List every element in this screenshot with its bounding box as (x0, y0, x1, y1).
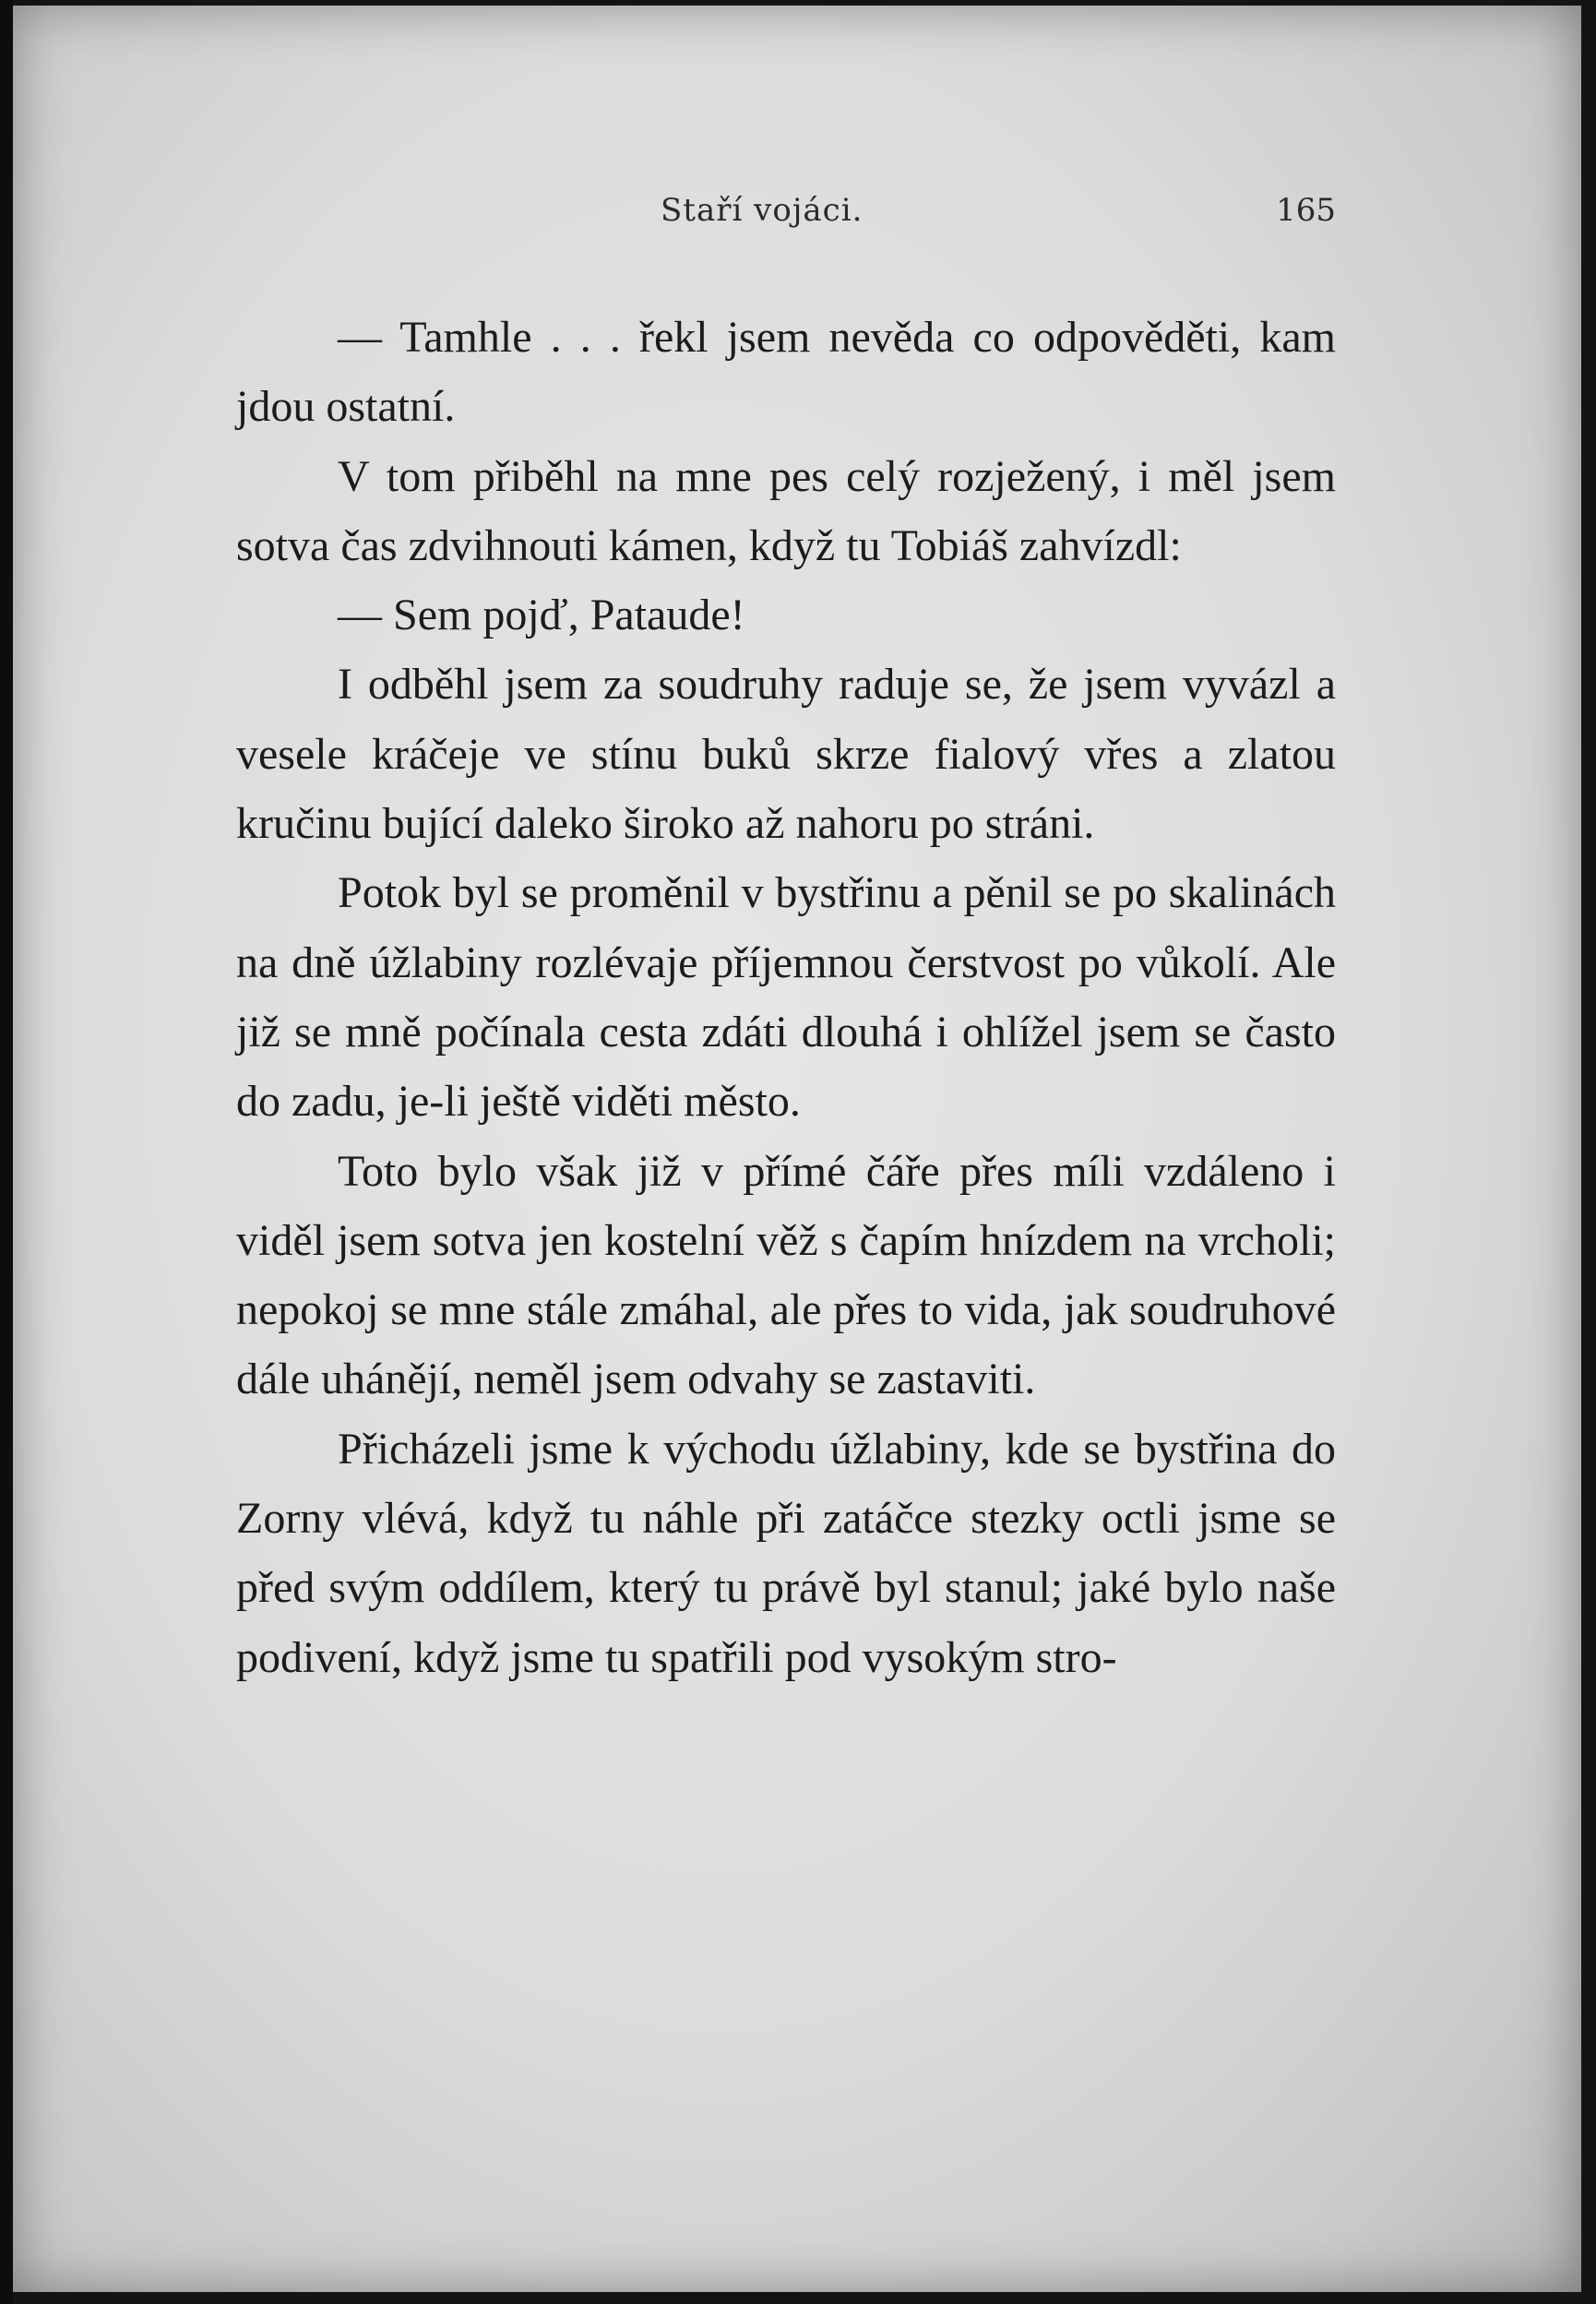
body-text (236, 303, 1336, 1692)
paragraph: Potok byl se proměnil v bystřinu a pěnil se po skalinách na dně úžlabiny rozlévaje příjemnou čerstvost po vůkolí. Ale již se mně počínala cesta zdáti dlouhá i ohlížel jsem se často do zadu, je-li ještě viděti město. (236, 868, 1336, 1127)
paragraph: — Tamhle . . . řekl jsem nevěda co odpověděti, kam jdou ostatní. (236, 313, 1336, 432)
scan-left-border (0, 0, 13, 2304)
paragraph: Toto bylo však již v přímé čáře přes míli vzdáleno i viděl jsem sotva jen kostelní věž s čapím hnízdem na vrcholi; nepokoj se mne stále zmáhal, ale přes to vida, jak soudruhové dále uhánějí, neměl jsem odvahy se zastaviti. (236, 1146, 1336, 1404)
paragraph: Přicházeli jsme k východu úžlabiny, kde se bystřina do Zorny vlévá, když tu náhle při zatáčce stezky octli jsme se před svým oddílem, který tu právě byl stanul; jaké bylo naše podivení, když jsme tu spatřili pod vysokým stro- (236, 1424, 1336, 1682)
running-title: Staří vojáci. (661, 192, 864, 229)
paragraph: — Sem pojď, Pataude! (338, 591, 745, 640)
page-header (227, 183, 1336, 238)
paragraph: I odběhl jsem za soudruhy raduje se, že jsem vyvázl a vesele kráčeje ve stínu buků skrze fialový vřes a zlatou kručinu bující daleko široko až nahoru po stráni. (236, 660, 1336, 849)
page-number: 165 (1276, 192, 1336, 229)
paragraph: V tom přiběhl na mne pes celý rozježený, i měl jsem sotva čas zdvihnouti kámen, když tu Tobiáš zahvízdl: (236, 451, 1336, 570)
